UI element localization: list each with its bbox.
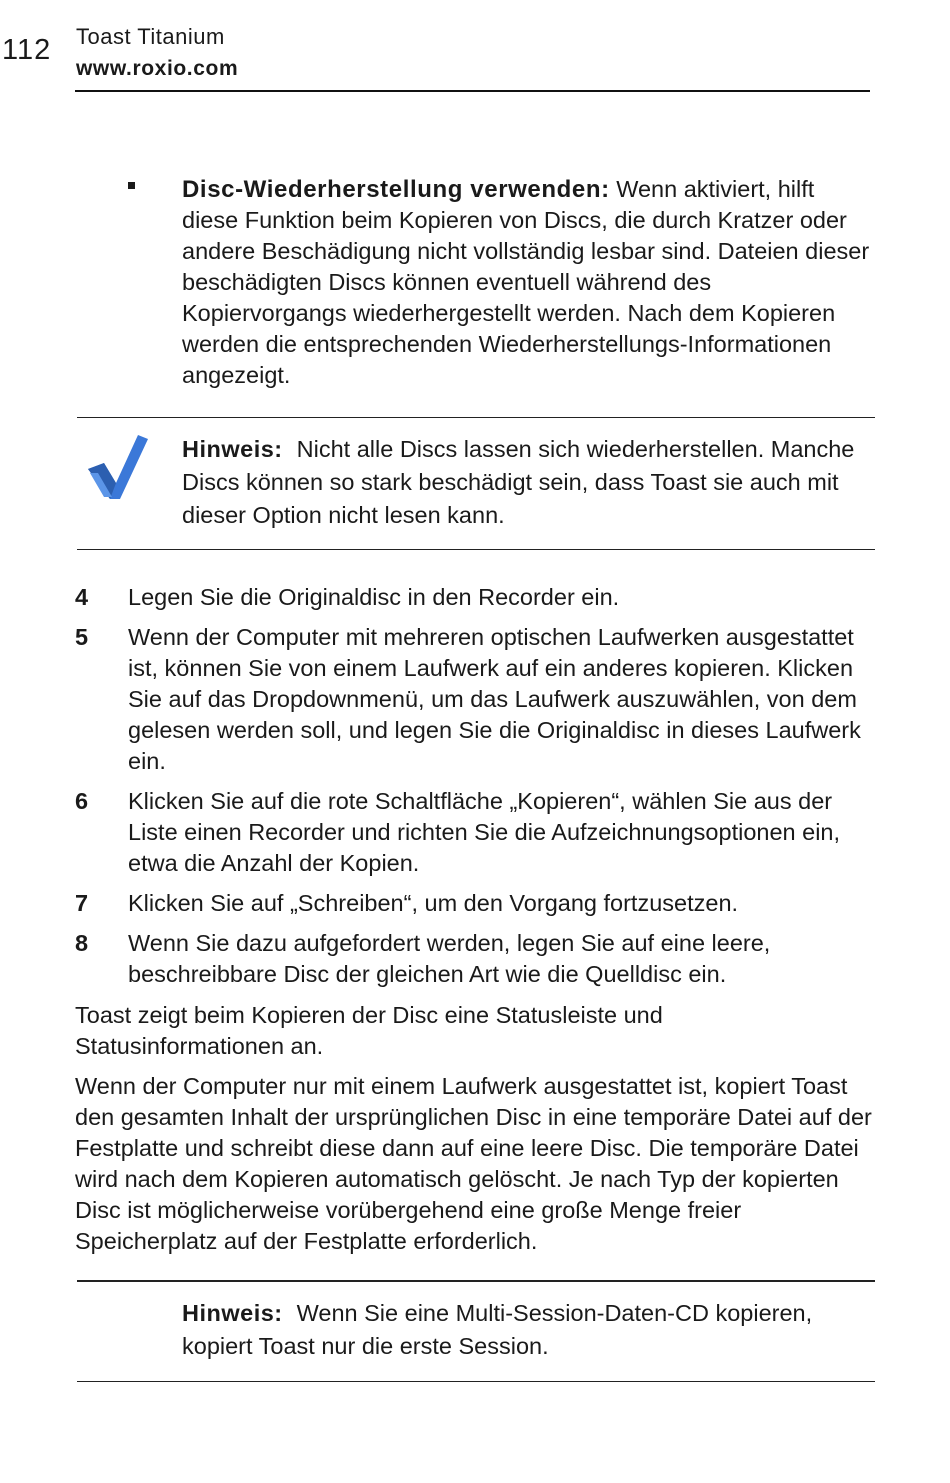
step-number: 8 bbox=[75, 930, 89, 956]
note-hint-multisession bbox=[182, 1297, 872, 1363]
bullet-item bbox=[182, 174, 872, 391]
note-text: Nicht alle Discs lassen sich wiederherstellen. Manche Discs können so stark beschädigt sein, dass Toast sie auch mit dieser Option nicht lesen kann. bbox=[182, 436, 855, 528]
note-label: Hinweis: bbox=[182, 436, 283, 462]
step-text: Wenn Sie dazu aufgefordert werden, legen Sie auf eine leere, beschreibbare Disc der gleichen Art wie die Quelldisc ein. bbox=[128, 930, 771, 987]
note-text: Wenn Sie eine Multi-Session-Daten-CD kopieren, kopiert Toast nur die erste Session. bbox=[182, 1300, 813, 1359]
note-divider-top bbox=[77, 1280, 875, 1282]
page-number: 112 bbox=[2, 34, 52, 66]
document-title: Toast Titanium bbox=[76, 24, 225, 49]
step-text: Legen Sie die Originaldisc in den Recorder ein. bbox=[128, 584, 620, 610]
step-text: Klicken Sie auf die rote Schaltfläche „Kopieren“, wählen Sie aus der Liste einen Recorder und richten Sie die Aufzeichnungsoptionen ein, etwa die Anzahl der Kopien. bbox=[128, 788, 841, 876]
note-divider-top bbox=[77, 417, 875, 418]
step-text: Klicken Sie auf „Schreiben“, um den Vorgang fortzusetzen. bbox=[128, 890, 739, 916]
note-divider-bottom bbox=[77, 549, 875, 550]
bullet-marker bbox=[128, 182, 135, 189]
header-url: www.roxio.com bbox=[76, 57, 239, 80]
step-number: 7 bbox=[75, 890, 89, 916]
step-text: Wenn der Computer mit mehreren optischen Laufwerken ausgestattet ist, können Sie von einem Laufwerk auf ein anderes kopieren. Klicken Sie auf das Dropdownmenü, um das Laufwerk auszuwählen, von dem gelesen werden soll, und legen Sie die Originaldisc in dieses Laufwerk ein. bbox=[128, 624, 861, 774]
step-number: 6 bbox=[75, 788, 89, 814]
paragraph-single-drive: Wenn der Computer nur mit einem Laufwerk ausgestattet ist, kopiert Toast den gesamten Inhalt der ursprünglichen Disc in eine temporäre Datei auf der Festplatte und schreibt diese dann auf eine leere Disc. Die temporäre Datei wird nach dem Kopieren automatisch gelöscht. Je nach Typ der kopierten Disc ist möglicherweise vorübergehend eine große Menge freier Speicherplatz auf der Festplatte erforderlich. bbox=[75, 1073, 872, 1254]
checkmark-icon bbox=[86, 433, 150, 501]
bullet-term: Disc-Wiederherstellung verwenden: bbox=[182, 176, 610, 203]
note-label: Hinweis: bbox=[182, 1300, 283, 1326]
paragraph-status: Toast zeigt beim Kopieren der Disc eine Statusleiste und Statusinformationen an. bbox=[75, 1002, 663, 1059]
note-hint-recovery bbox=[182, 433, 872, 532]
bullet-text: Wenn aktiviert, hilft diese Funktion beim Kopieren von Discs, die durch Kratzer oder andere Beschädigung nicht vollständig lesbar sind. Dateien dieser beschädigten Discs können eventuell während des Kopiervorgangs wiederhergestellt werden. Nach dem Kopieren werden die entsprechenden Wiederherstellungs-Informationen angezeigt. bbox=[182, 176, 870, 388]
header-divider bbox=[75, 90, 870, 92]
step-number: 5 bbox=[75, 624, 89, 650]
note-divider-bottom bbox=[77, 1381, 875, 1382]
step-number: 4 bbox=[75, 584, 89, 610]
